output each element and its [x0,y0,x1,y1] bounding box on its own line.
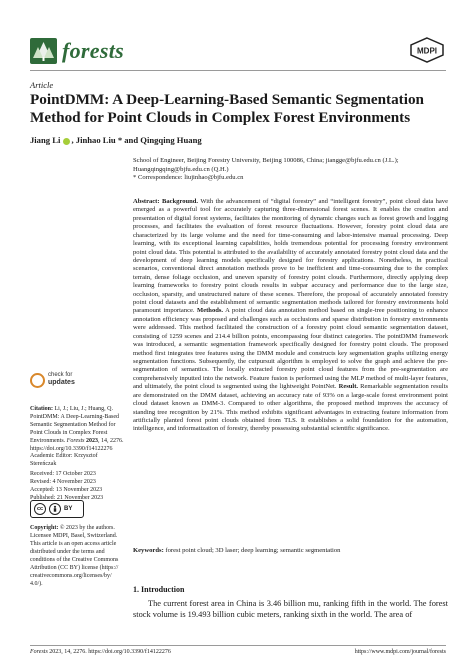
journal-name: forests [62,38,124,63]
date-accepted: Accepted: 13 November 2023 [30,487,103,493]
attribution-icon [49,503,61,515]
citation-rest[interactable]: , 14, 2276. https://doi.org/10.3390/f14122276 [30,438,124,452]
date-published: Published: 21 November 2023 [30,495,104,501]
abstract-label: Abstract: [133,198,160,205]
methods-text: A point cloud data annotation method based on single-tree positioning to enhance annotation efficiency was proposed and challenges such as occlusions and sparse distribution in forestry environments were addressed. This method facilitated the construction of a forestry point cloud semantic segmentation dataset, consisting of 1259 scenes and 214.4 billion points, encompassing four distinct categories. The pointDMM framework was introduced, a semantic segmentation framework specifically designed for forestry point clouds. The proposed method first integrates tree features using the DMM module and constructs key segmentation graphs utilizing energy segmentation functions. Subsequently, the cutpursuit algorithm is employed to solve the graph and achieve the pre-segmentation of semantics. The locally extracted forestry point cloud features from the pre-segmentation are comprehensively inputted into the network. Feature fusion is performed using the MLP method of multi-layer features, and ultimately, the point cloud is segmented using the lightweight PointNet. [133,307,448,391]
background-text: With the advancement of “digital forestry” and “intelligent forestry”, point cloud data have emerged as a powerful tool for accurately capturing three-dimensional forest scenes. It enables the creation and presentation of digital forest systems, facilitates the monitoring of dynamic changes such as forest growth and logging processes, and facilitates the evaluation of forest resource fluctuations. However, forestry point cloud data are characterized by its large volume and the need for time-consuming and labor-intensive manual processing. Deep learning, with its exceptional learning capabilities, holds tremendous potential for processing forestry environment point cloud data. This potential is attributed to the availability of accurately annotated forestry point cloud data and the development of deep learning models specifically designed for forestry applications. Nonetheless, in practical scenarios, conventional direct annotation methods prove to be inefficient and time-consuming due to the complex terrain, dense foliage occlusion, and uneven sparsity of forestry point clouds. Furthermore, directly applying deep learning frameworks to forestry point clouds results in subpar accuracy and performance due to the large size, occlusion, sparsity, and unstructured nature of these scenes. Therefore, the proposal of accurately annotated forestry point cloud datasets and the establishment of semantic segmentation methods tailored for forestry environments hold paramount importance. [133,198,448,315]
authors-part2: , Jinhao Liu * and Qingqing Huang [71,135,202,145]
mdpi-logo-text: MDPI [417,46,437,56]
introduction-paragraph: The current forest area in China is 3.46 billion mu, ranking fifth in the world. The forest stock volume is 19.493 billion cubic meters, ranking sixth in the world. The area of [133,599,448,619]
check-line2: updates [48,379,75,386]
date-received: Received: 17 October 2023 [30,471,96,477]
citation-label: Citation: [30,406,53,412]
dates-block [30,470,124,502]
footer-website[interactable]: https://www.mdpi.com/journal/forests [354,649,446,655]
keywords-text: forest point cloud; 3D laser; deep learning; semantic segmentation [163,547,341,554]
results-label: Result. [338,383,359,391]
background-label: Background. [161,198,199,205]
article-title: PointDMM: A Deep-Learning-Based Semantic Segmentation Method for Point Clouds in Complex Forest Environments [30,91,424,126]
mdpi-logo [408,37,446,63]
cc-by-label: BY [64,506,73,512]
header-divider [30,70,446,71]
creative-commons-icon: cc [34,503,46,515]
footer-citation [30,649,171,655]
citation-text: Li, J.; Liu, J.; Huang, Q. PointDMM: A Deep-Learning-Based Semantic Segmentation Method for Point Clouds in Complex Forest Environments. [30,406,119,444]
article-type: Article [30,80,54,90]
citation-year: 2023 [84,438,98,444]
methods-label: Methods. [197,307,224,315]
orcid-icon[interactable] [63,138,70,145]
affiliation-line: Huangqingqing@bjfu.edu.cn (Q.H.) [133,165,229,173]
author-list [30,135,202,145]
abstract [133,198,448,434]
keywords-label: Keywords: [133,547,164,554]
copyright-text: © 2023 by the authors. Licensee MDPI, Basel, Switzerland. This article is an open access article distributed under the terms and conditions of the Creative Commons Attribution (CC BY) license (https:// creativecommons.org/licenses/by/ 4.0/). [30,525,119,587]
affiliation-block [133,157,448,183]
academic-editor: Academic Editor: Krzysztof Stereńczak [30,453,98,467]
keywords [133,547,448,556]
section-heading: 1. Introduction [133,585,185,594]
journal-logo-icon [30,38,57,64]
footer-doi[interactable]: 2023, 14, 2276. https://doi.org/10.3390/f14122276 [47,649,171,655]
correspondence-line: * Correspondence: liujinhao@bjfu.edu.cn [133,174,244,182]
authors-part1: Jiang Li [30,135,63,145]
affiliation-line: School of Engineer, Beijing Forestry University, Beijing 100086, China; jiangge@bjfu.edu.cn (J.L.); [133,157,399,164]
footer-journal: Forests [30,649,48,655]
check-line1: check for [48,372,73,378]
date-revised: Revised: 4 November 2023 [30,479,96,485]
check-for-updates-label[interactable] [48,372,75,387]
cc-by-license-badge[interactable] [30,500,84,518]
footer-divider [30,645,446,646]
citation-journal: Forests [66,438,85,444]
citation-block [30,405,124,453]
copyright-block [30,524,124,588]
check-for-updates-icon[interactable] [30,373,45,388]
copyright-label: Copyright: [30,525,59,531]
results-text: Remarkable segmentation results are demonstrated on the DMM dataset, achieving an accuracy rate of 93% on a large-scale forest environment point cloud dataset known as DMM-3. Compared to other algorithms, the proposed method improves the accuracy of standing tree recognition by 21%. This method exhibits significant advantages in extracting feature information from artificially planted forest point clouds obtained from TLS. It establishes a solid foundation for the automation, intelligence, and informatization of forestry, thereby possessing substantial scientific significance. [133,383,448,433]
